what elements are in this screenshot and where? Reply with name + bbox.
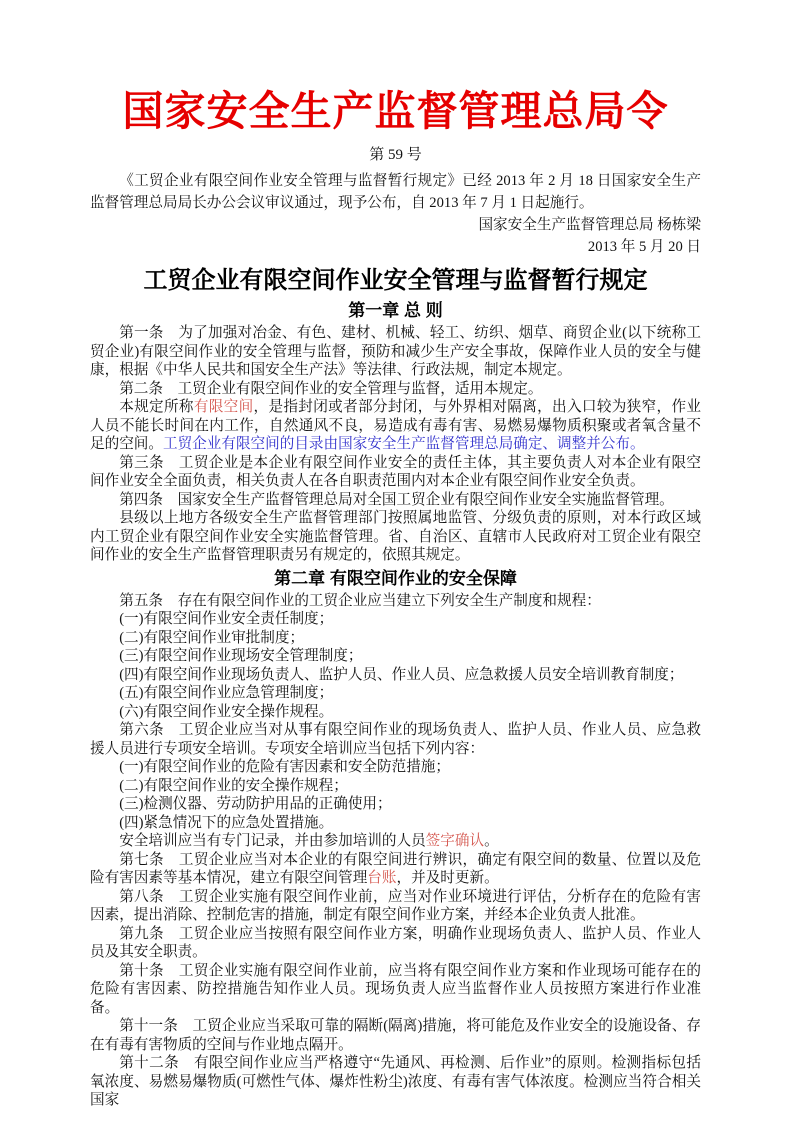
highlighted-term-ledger: 台账 xyxy=(367,870,397,887)
article-1-paragraph: 第一条 为了加强对冶金、有色、建材、机械、轻工、纺织、烟草、商贸企业(以下统称工贸企业)有限空间作业的安全管理与监督，预防和减少生产安全事故，保障作业人员的安全与健康，根据《中华人民共和国安全生产法》等法律、行政法规，制定本规定。 xyxy=(90,325,701,379)
list-item: (三)有限空间作业现场安全管理制度； xyxy=(119,648,363,665)
article-5-paragraph: 第五条 存在有限空间作业的工贸企业应当建立下列安全生产制度和规程： xyxy=(119,592,601,609)
list-item: (六)有限空间作业安全操作规程。 xyxy=(119,703,334,720)
chapter-2-heading: 第二章 有限空间作业的安全保障 xyxy=(274,568,517,588)
article-9-paragraph: 第九条 工贸企业应当按照有限空间作业方案，明确作业现场负责人、监护人员、作业人员及其安全职责。 xyxy=(90,925,701,961)
article-12-paragraph: 第十二条 有限空间作业应当严格遵守“先通风、再检测、后作业”的原则。检测指标包括氧浓度、易燃易爆物质(可燃性气体、爆炸性粉尘)浓度、有毒有害气体浓度。检测应当符合相关国家 xyxy=(90,1055,701,1109)
article-8-paragraph: 第八条 工贸企业实施有限空间作业前，应当对作业环境进行评估，分析存在的危险有害因素，提出消除、控制危害的措施，制定有限空间作业方案，并经本企业负责人批准。 xyxy=(90,888,701,924)
order-number: 第 59 号 xyxy=(369,147,422,164)
article-3-paragraph: 第三条 工贸企业是本企业有限空间作业安全的责任主体，其主要负责人对本企业有限空间作业安全全面负责，相关负责人在各自职责范围内对本企业有限空间作业安全负责。 xyxy=(90,454,701,490)
text-segment: 本规定所称 xyxy=(119,399,194,416)
text-segment: 第七条 工贸企业应当对本企业的有限空间进行辨识，确定有限空间的数量、位置以及危险有害因素等基本情况，建立有限空间管理 xyxy=(90,851,701,887)
catalog-note-blue-text: 工贸企业有限空间的目录由国家安全生产监督管理总局确定、调整并公布。 xyxy=(162,436,645,453)
article-6-record-paragraph xyxy=(90,832,701,851)
list-item: (四)有限空间作业现场负责人、监护人员、作业人员、应急救援人员安全培训教育制度； xyxy=(119,666,684,683)
article-4-continuation-paragraph: 县级以上地方各级安全生产监督管理部门按照属地监管、分级负责的原则，对本行政区域内工贸企业有限空间作业安全实施监督管理。省、自治区、直辖市人民政府对工贸企业有限空间作业的安全生产监督管理职责另有规定的，依照其规定。 xyxy=(90,510,701,564)
text-segment: 。 xyxy=(484,833,499,850)
agency-order-title: 国家安全生产监督管理总局令 xyxy=(122,88,669,134)
list-item: (五)有限空间作业应急管理制度； xyxy=(119,685,334,702)
text-segment: ，是指封闭或者部分封闭，与外界相对隔离，出入口较为狭窄，作业人员不能长时间在内工作，自然通风不良，易造成有毒有害、易燃易爆物质积聚或者氧含量不足的空间。 xyxy=(90,399,701,453)
list-item: (一)有限空间作业安全责任制度； xyxy=(119,611,334,628)
article-7-paragraph xyxy=(90,851,701,888)
signature-date: 2013 年 5 月 20 日 xyxy=(587,239,701,256)
list-item: (一)有限空间作业的危险有害因素和安全防范措施； xyxy=(119,759,450,776)
highlighted-term-sign-confirm: 签字确认 xyxy=(425,833,485,850)
list-item: (二)有限空间作业的安全操作规程； xyxy=(119,777,348,794)
list-item: (二)有限空间作业审批制度； xyxy=(119,629,305,646)
chapter-1-heading: 第一章 总 则 xyxy=(348,300,443,320)
list-item: (四)紧急情况下的应急处置措施。 xyxy=(119,814,334,831)
highlighted-term-limited-space: 有限空间 xyxy=(193,399,254,416)
article-6-paragraph: 第六条 工贸企业应当对从事有限空间作业的现场负责人、监护人员、作业人员、应急救援人员进行专项安全培训。专项安全培训应当包括下列内容： xyxy=(90,722,701,757)
article-2-definition-paragraph xyxy=(90,398,701,454)
list-item: (三)检测仪器、劳动防护用品的正确使用； xyxy=(119,796,392,813)
article-2-paragraph: 第二条 工贸企业有限空间作业的安全管理与监督，适用本规定。 xyxy=(119,380,543,397)
announcement-paragraph: 《工贸企业有限空间作业安全管理与监督暂行规定》已经 2013 年 2 月 18 日国家安全生产监督管理总局局长办公会议审议通过，现予公布，自 2013 年 7 月 1 日起施行。 xyxy=(90,173,701,212)
regulation-title: 工贸企业有限空间作业安全管理与监督暂行规定 xyxy=(143,267,648,295)
signature-agency-and-signer: 国家安全生产监督管理总局 杨栋梁 xyxy=(478,217,701,234)
article-10-paragraph: 第十条 工贸企业实施有限空间作业前，应当将有限空间作业方案和作业现场可能存在的危险有害因素、防控措施告知作业人员。现场负责人应当监督作业人员按照方案进行作业准备。 xyxy=(90,962,701,1016)
text-segment: ，并及时更新。 xyxy=(396,870,499,887)
text-segment: 安全培训应当有专门记录，并由参加培训的人员 xyxy=(119,833,426,850)
article-11-paragraph: 第十一条 工贸企业应当采取可靠的隔断(隔离)措施，将可能危及作业安全的设施设备、存在有毒有害物质的空间与作业地点隔开。 xyxy=(90,1018,701,1053)
article-4-paragraph: 第四条 国家安全生产监督管理总局对全国工贸企业有限空间作业安全实施监督管理。 xyxy=(119,491,674,508)
